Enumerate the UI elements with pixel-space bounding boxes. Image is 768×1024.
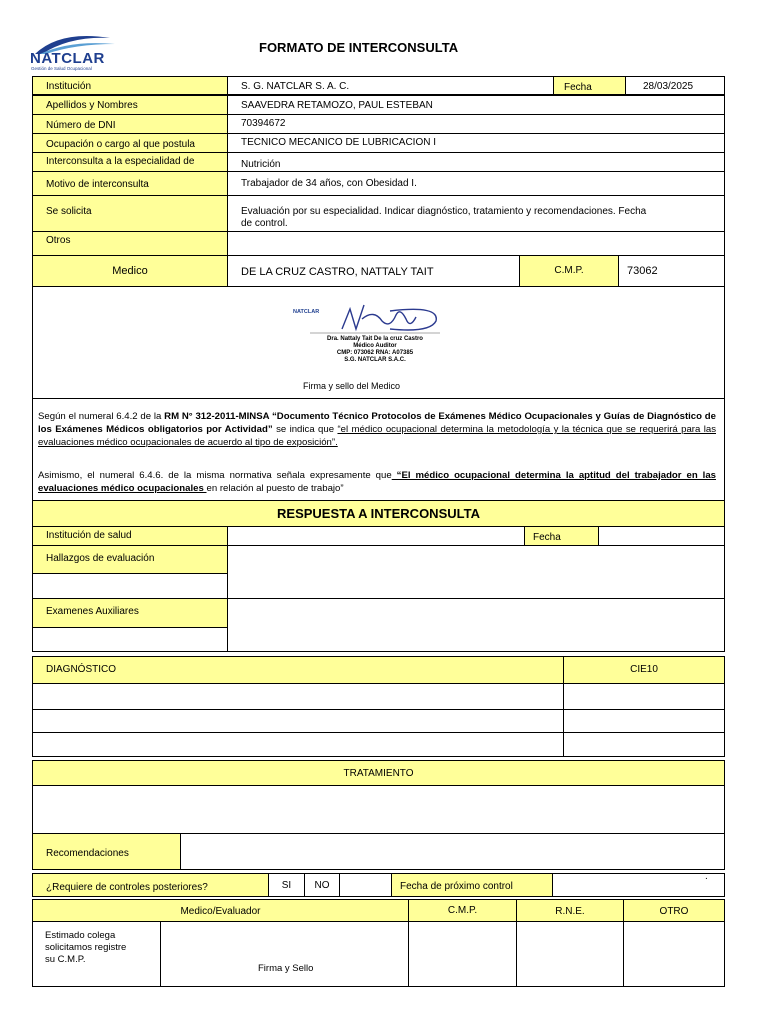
medico-label-text: Medico (112, 265, 148, 277)
proximo-control-label (391, 873, 553, 897)
hallazgos-extra[interactable] (32, 573, 228, 599)
diagnostico-row-1[interactable] (32, 683, 564, 710)
motivo-value: Trabajador de 34 años, con Obesidad I. (241, 178, 417, 189)
medico-value: DE LA CRUZ CASTRO, NATTALY TAIT (241, 266, 434, 278)
examenes-label (32, 598, 228, 628)
apellidos-field[interactable] (227, 95, 725, 115)
stamp-line-3: CMP: 073062 RNA: A07385 (336, 350, 414, 356)
footer-cmp-header (408, 899, 517, 922)
diagnostico-label-text: DIAGNÓSTICO (46, 664, 117, 675)
cie10-label (563, 656, 725, 684)
especialidad-label (32, 152, 228, 172)
response-fecha-label (524, 526, 599, 546)
ocupacion-label-text: Ocupación o cargo al que postula (46, 139, 195, 150)
legal-paragraph-2 (38, 469, 716, 495)
motivo-label (32, 171, 228, 196)
solicita-line-2: de control. (241, 218, 288, 229)
especialidad-value: Nutrición (241, 159, 281, 170)
fecha-label-text: Fecha (564, 82, 592, 93)
footer-rne-cell[interactable] (516, 921, 624, 987)
legal-p1-d: “el médico ocupacional determina la metodología y la técnica que se requerirá para las evaluaciones médico ocupacionales de acuerdo al tipo de exposición”. (38, 424, 716, 448)
hallazgos-label (32, 545, 228, 574)
controles-label (32, 873, 269, 897)
motivo-label-text: Motivo de interconsulta (46, 179, 149, 190)
medico-evaluador-header-text: Medico/Evaluador (180, 906, 261, 917)
fecha-value: 28/03/2025 (643, 81, 694, 92)
recomendaciones-label (32, 833, 181, 870)
examenes-field[interactable] (227, 598, 725, 652)
medico-evaluador-header (32, 899, 409, 922)
stamp-line-1: Dra. Nattaly Tait De la cruz Castro (327, 336, 423, 342)
cie10-row-1[interactable] (563, 683, 725, 710)
footer-rne-header (516, 899, 624, 922)
recomendaciones-label-text: Recomendaciones (46, 848, 129, 859)
dni-label-text: Número de DNI (46, 120, 116, 131)
tratamiento-label (32, 760, 725, 786)
institucion-label-text: Institución (46, 81, 92, 92)
stamp-line-2: Médico Auditor (353, 343, 397, 349)
solicita-line-1: Evaluación por su especialidad. Indicar diagnóstico, tratamiento y recomendaciones. Fecha (241, 206, 647, 217)
proximo-control-dot: . (705, 871, 708, 882)
institucion-field[interactable] (227, 76, 554, 95)
cmp-label (519, 255, 619, 287)
controles-label-text: ¿Requiere de controles posteriores? (46, 882, 208, 893)
logo-text: NATCLAR (30, 50, 105, 67)
solicita-field[interactable] (227, 195, 725, 232)
response-fecha-field[interactable] (598, 526, 725, 546)
company-logo (30, 28, 125, 72)
proximo-control-label-text: Fecha de próximo control (400, 881, 513, 892)
ocupacion-label (32, 133, 228, 153)
footer-firma-label: Firma y Sello (258, 963, 314, 974)
dni-field[interactable] (227, 114, 725, 134)
dni-value: 70394672 (241, 118, 286, 129)
especialidad-label-text: Interconsulta a la especialidad de (46, 156, 195, 167)
legal-p1-c: se indica que (272, 424, 338, 435)
solicita-label (32, 195, 228, 232)
footer-note-cell (32, 921, 161, 987)
footer-rne-header-text: R.N.E. (555, 906, 585, 917)
proximo-control-field[interactable] (552, 873, 725, 897)
diagnostico-label (32, 656, 564, 684)
solicita-label-text: Se solicita (46, 206, 92, 217)
ocupacion-value: TECNICO MECANICO DE LUBRICACION I (241, 137, 437, 148)
legal-p1-b: RM N° 312-2011-MINSA “Documento Técnico Protocolos de Exámenes Médico Ocupacionales y Guías de Diagnóstico de los Exámenes Médicos obligatorios por Actividad” (38, 411, 716, 435)
cie10-label-text: CIE10 (630, 664, 658, 675)
diagnostico-row-2[interactable] (32, 709, 564, 733)
response-title (32, 500, 725, 527)
institucion-salud-label (32, 526, 228, 546)
footer-otro-header-text: OTRO (659, 906, 689, 917)
medico-label (32, 255, 228, 287)
otros-field[interactable] (227, 231, 725, 256)
motivo-field[interactable] (227, 171, 725, 196)
recomendaciones-field[interactable] (180, 833, 725, 870)
cie10-row-3[interactable] (563, 732, 725, 757)
controles-si-label: SI (281, 880, 292, 891)
diagnostico-row-3[interactable] (32, 732, 564, 757)
apellidos-value: SAAVEDRA RETAMOZO, PAUL ESTEBAN (241, 100, 433, 111)
stamp-logo-text: NATCLAR (293, 309, 320, 315)
footer-note-line-2: solicitamos registre (45, 942, 127, 953)
cmp-field[interactable] (618, 255, 725, 287)
fecha-label (553, 76, 626, 95)
footer-cmp-header-text: C.M.P. (447, 905, 478, 916)
cie10-row-2[interactable] (563, 709, 725, 733)
legal-p2-b: “El médico ocupacional determina la aptitud del trabajador en las evaluaciones médico ocupacionales (38, 470, 716, 494)
examenes-extra[interactable] (32, 627, 228, 652)
logo-subtitle: Gestión de Salud Ocupacional (31, 66, 92, 71)
footer-otro-cell[interactable] (623, 921, 725, 987)
cmp-value: 73062 (627, 265, 658, 277)
footer-firma-cell[interactable] (160, 921, 409, 987)
dni-label (32, 114, 228, 134)
footer-note-line-1: Estimado colega (45, 930, 116, 941)
stamp-line-4: S.G. NATCLAR S.A.C. (344, 357, 406, 363)
hallazgos-field[interactable] (227, 545, 725, 599)
doctor-stamp (290, 295, 450, 375)
institucion-salud-label-text: Institución de salud (46, 530, 132, 541)
controles-no-checkbox[interactable] (304, 873, 340, 897)
footer-cmp-cell[interactable] (408, 921, 517, 987)
fecha-field[interactable] (625, 76, 725, 95)
institucion-label (32, 76, 228, 95)
examenes-label-text: Examenes Auxiliares (46, 606, 139, 617)
otros-label-text: Otros (46, 235, 71, 246)
response-title-text: RESPUESTA A INTERCONSULTA (277, 506, 480, 521)
especialidad-field[interactable] (227, 152, 725, 172)
controles-blank[interactable] (339, 873, 392, 897)
page-title: FORMATO DE INTERCONSULTA (259, 40, 459, 55)
tratamiento-field[interactable] (32, 785, 725, 834)
legal-p1-a: Según el numeral 6.4.2 de la (38, 411, 165, 422)
legal-p2-a: Asimismo, el numeral 6.4.6. de la misma normativa señala expresamente que (38, 470, 392, 481)
tratamiento-label-text: TRATAMIENTO (343, 768, 414, 779)
response-fecha-label-text: Fecha (533, 532, 561, 543)
controles-si-checkbox[interactable] (268, 873, 305, 897)
institucion-value: S. G. NATCLAR S. A. C. (241, 81, 350, 92)
signature-caption: Firma y sello del Medico (303, 381, 401, 391)
apellidos-label-text: Apellidos y Nombres (46, 100, 138, 111)
apellidos-label (32, 95, 228, 115)
footer-otro-header (623, 899, 725, 922)
ocupacion-field[interactable] (227, 133, 725, 153)
controles-no-label: NO (314, 880, 330, 891)
institucion-salud-field[interactable] (227, 526, 525, 546)
legal-paragraph-1 (38, 410, 716, 449)
otros-label (32, 231, 228, 256)
footer-note-line-3: su C.M.P. (45, 954, 86, 965)
medico-field[interactable] (227, 255, 520, 287)
hallazgos-label-text: Hallazgos de evaluación (46, 553, 155, 564)
cmp-label-text: C.M.P. (554, 265, 584, 276)
legal-p2-c: en relación al puesto de trabajo” (206, 483, 344, 494)
